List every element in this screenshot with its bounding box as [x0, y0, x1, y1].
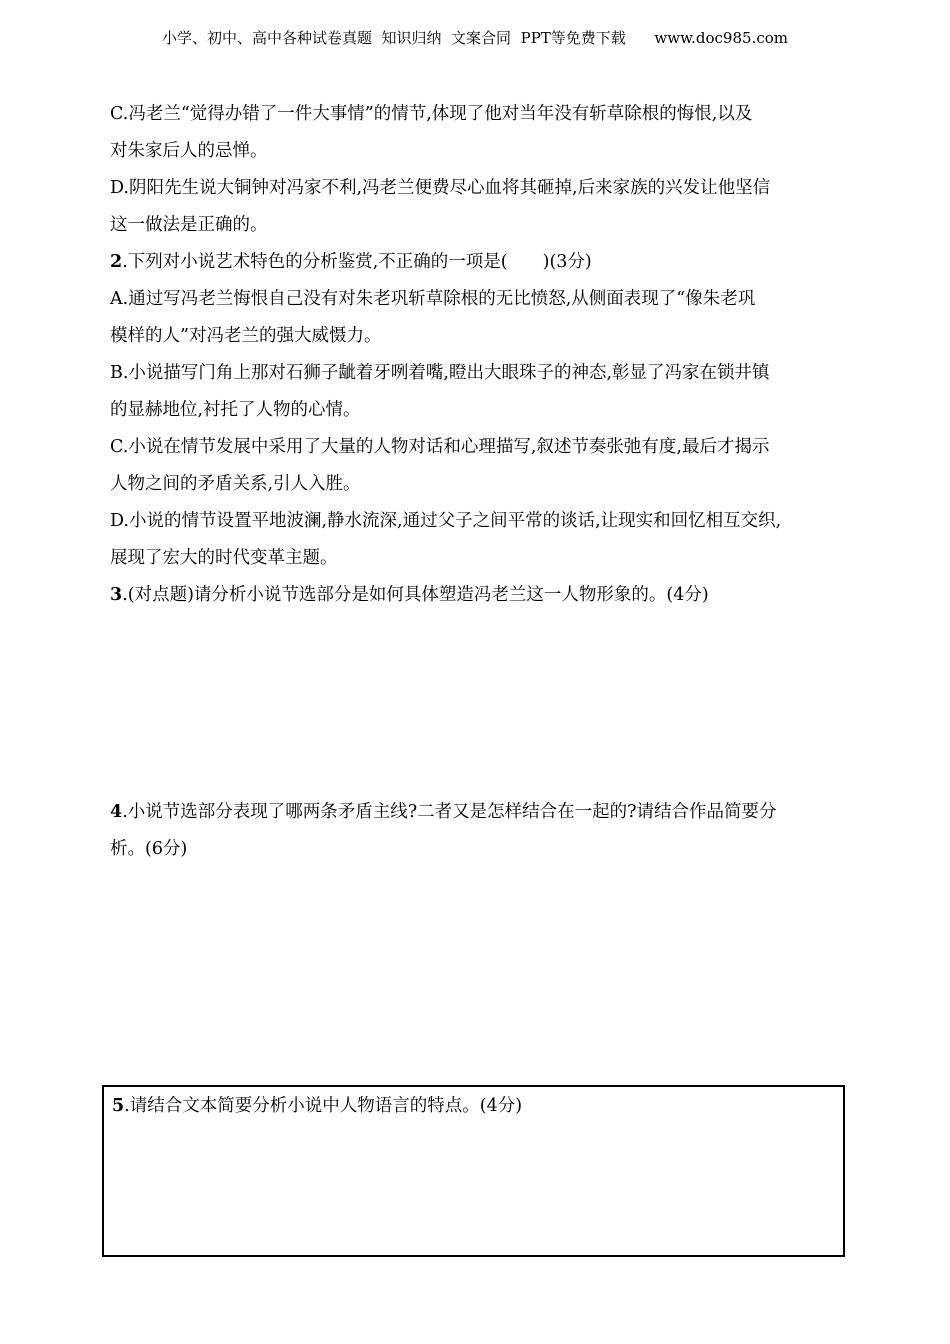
q1-option-d [110, 170, 842, 244]
q4-stem-line2: 析。(6分) [110, 839, 188, 859]
q3-answer-space [110, 614, 842, 794]
q4-number: 4 [110, 802, 123, 822]
q2-option-d-line2: 展现了宏大的时代变革主题。 [110, 548, 338, 568]
q1-option-c-line2: 对朱家后人的忌惮。 [110, 141, 268, 161]
q2-option-a-line1: A.通过写冯老兰悔恨自己没有对朱老巩斩草除根的无比愤怒,从侧面表现了“像朱老巩 [110, 289, 756, 309]
q2-option-b-line2: 的显赫地位,衬托了人物的心情。 [110, 400, 361, 420]
q4-stem [110, 794, 842, 868]
q2-option-b [110, 355, 842, 429]
q5-number: 5 [112, 1096, 125, 1116]
q5-stem-text: .请结合文本简要分析小说中人物语言的特点。(4分) [124, 1096, 523, 1116]
q2-option-d [110, 503, 842, 577]
q3-stem-text: .(对点题)请分析小说节选部分是如何具体塑造冯老兰这一人物形象的。(4分) [122, 585, 709, 605]
q1-option-c-line1: C.冯老兰“觉得办错了一件大事情”的情节,体现了他对当年没有斩草除根的悔恨,以及 [110, 104, 753, 124]
q2-option-c-line2: 人物之间的矛盾关系,引人入胜。 [110, 474, 361, 494]
q1-option-d-line2: 这一做法是正确的。 [110, 215, 268, 235]
q2-option-c-line1: C.小说在情节发展中采用了大量的人物对话和心理描写,叙述节奏张弛有度,最后才揭示 [110, 437, 770, 457]
q2-option-d-line1: D.小说的情节设置平地波澜,静水流深,通过父子之间平常的谈话,让现实和回忆相互交织, [110, 511, 782, 531]
q5-answer-box [102, 1085, 845, 1257]
exam-content [110, 96, 842, 868]
q1-option-d-line1: D.阴阳先生说大铜钟对冯家不利,冯老兰便费尽心血将其砸掉,后来家族的兴发让他坚信 [110, 178, 771, 198]
q2-stem-text: .下列对小说艺术特色的分析鉴赏,不正确的一项是( )(3分) [122, 252, 592, 272]
q2-option-c [110, 429, 842, 503]
q2-number: 2 [110, 252, 123, 272]
q1-option-c [110, 96, 842, 170]
q2-option-b-line1: B.小说描写门角上那对石狮子龇着牙咧着嘴,瞪出大眼珠子的神态,彰显了冯家在锁井镇 [110, 363, 770, 383]
q2-stem [110, 244, 842, 281]
q2-option-a [110, 281, 842, 355]
page-header: 小学、初中、高中各种试卷真题 知识归纳 文案合同 PPT等免费下载 www.doc985.com [161, 29, 788, 47]
q3-number: 3 [110, 585, 123, 605]
q2-option-a-line2: 模样的人”对冯老兰的强大威慑力。 [110, 326, 382, 346]
q4-stem-line1: .小说节选部分表现了哪两条矛盾主线?二者又是怎样结合在一起的?请结合作品简要分 [122, 802, 777, 822]
q3-stem [110, 577, 842, 614]
